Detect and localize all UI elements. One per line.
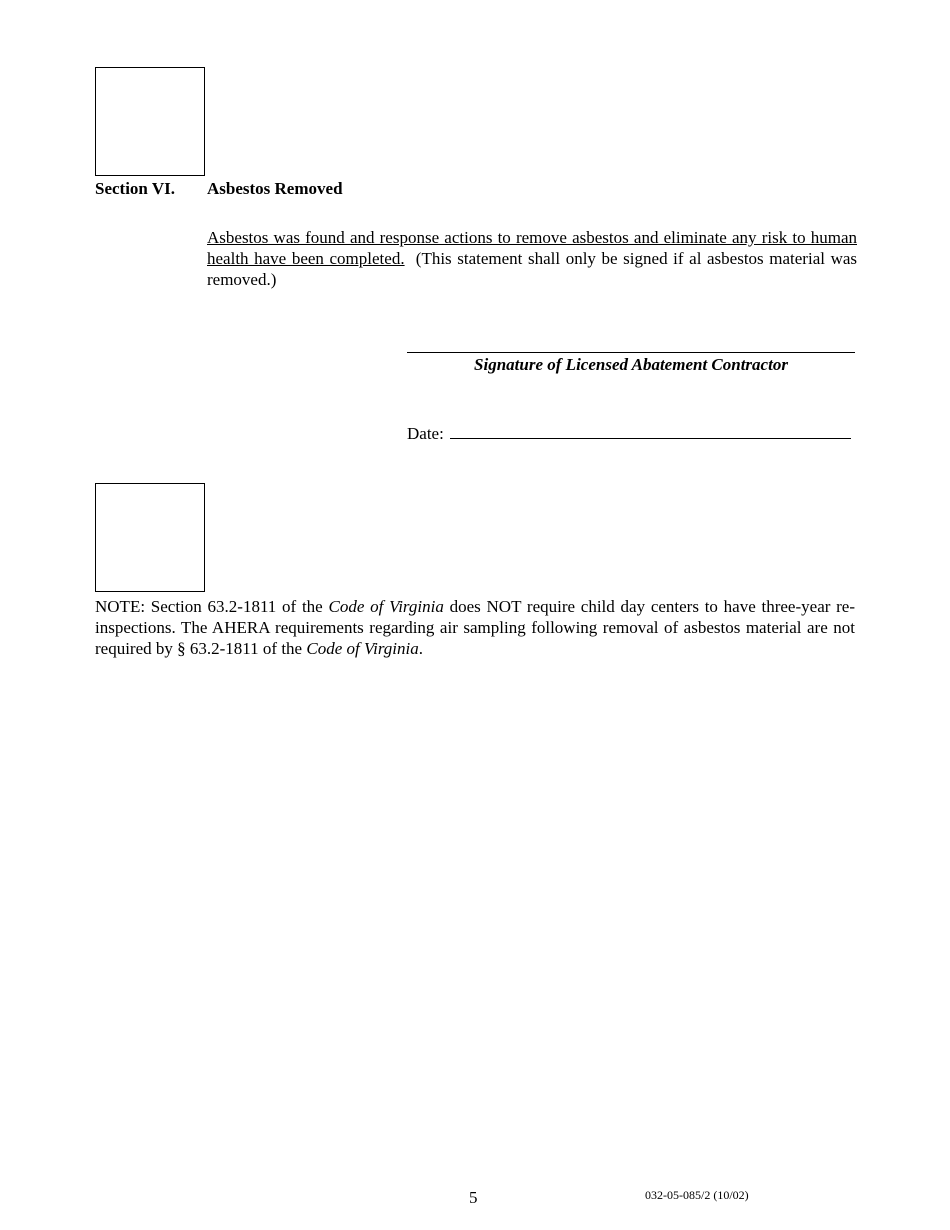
asbestos-statement <box>207 227 857 290</box>
note-text-1: NOTE: Section 63.2-1811 of the <box>95 597 329 616</box>
note-text-2: does NOT require child day centers to have three-year re-inspections. The AHERA requirements regarding air sampling following removal of asbestos material are not required by § 63.2-1811 of the <box>95 597 856 658</box>
date-line[interactable] <box>450 419 851 439</box>
note-code-1: Code of Virginia <box>328 597 444 616</box>
note-paragraph <box>95 596 855 659</box>
date-label: Date: <box>407 424 444 443</box>
date-row <box>407 419 855 444</box>
checkbox-note[interactable] <box>95 483 205 592</box>
statement-underlined: Asbestos was found and response actions to remove asbestos and eliminate any risk to human health have been completed. <box>207 228 857 268</box>
section-heading <box>95 179 343 199</box>
signature-line[interactable] <box>407 352 855 353</box>
signature-label: Signature of Licensed Abatement Contractor <box>474 355 788 374</box>
section-number: Section VI. <box>95 179 175 198</box>
checkbox-section-vi[interactable] <box>95 67 205 176</box>
section-title: Asbestos Removed <box>207 179 343 198</box>
form-code: 032-05-085/2 (10/02) <box>645 1188 749 1202</box>
note-code-2: Code of Virginia <box>306 639 419 658</box>
statement-rest: (This statement shall only be signed if al asbestos material was removed.) <box>207 249 858 289</box>
page-number: 5 <box>469 1188 478 1207</box>
note-text-3: . <box>418 639 423 658</box>
